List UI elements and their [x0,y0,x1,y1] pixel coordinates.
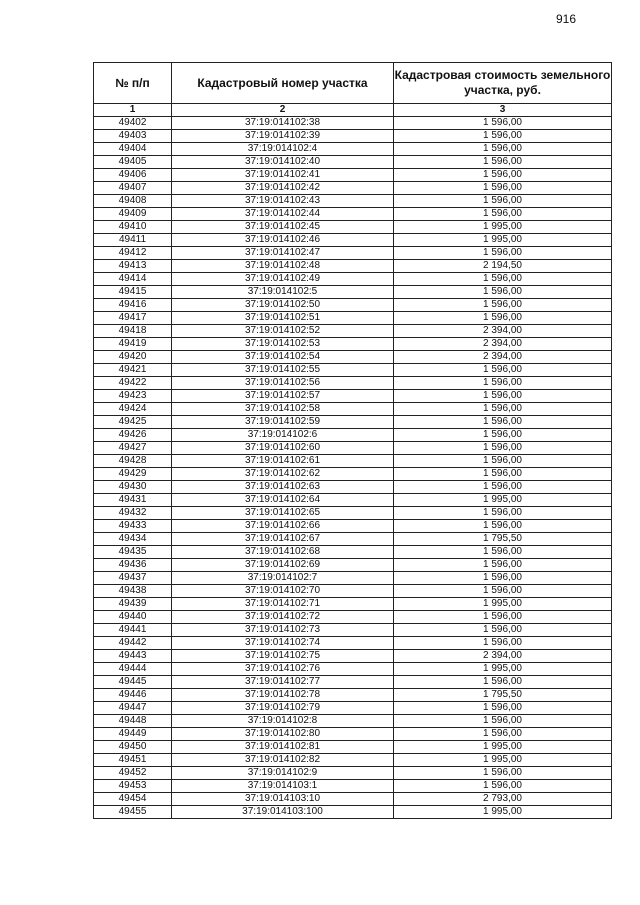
row-number-cell: 49443 [94,650,172,663]
row-number-cell: 49404 [94,143,172,156]
row-number-cell: 49439 [94,598,172,611]
table-row [94,650,612,663]
cadastral-value-cell: 1 596,00 [394,182,612,195]
header-cadastral-value: Кадастровая стоимость земельного участка, руб. [394,63,612,104]
cadastral-value-table [93,62,612,819]
row-number-cell: 49448 [94,715,172,728]
cadastral-number-cell: 37:19:014102:53 [172,338,394,351]
row-number-cell: 49425 [94,416,172,429]
header-row [94,63,612,104]
row-number-cell: 49446 [94,689,172,702]
table-row [94,676,612,689]
table-row [94,299,612,312]
cadastral-number-cell: 37:19:014102:81 [172,741,394,754]
cadastral-value-cell: 1 795,50 [394,533,612,546]
cadastral-number-cell: 37:19:014102:47 [172,247,394,260]
cadastral-number-cell: 37:19:014102:67 [172,533,394,546]
table-row [94,416,612,429]
table-row [94,689,612,702]
cadastral-number-cell: 37:19:014102:77 [172,676,394,689]
cadastral-value-cell: 1 596,00 [394,169,612,182]
table-row [94,130,612,143]
cadastral-number-cell: 37:19:014102:51 [172,312,394,325]
cadastral-number-cell: 37:19:014102:62 [172,468,394,481]
table-row [94,572,612,585]
table-row [94,312,612,325]
table-row [94,364,612,377]
row-number-cell: 49419 [94,338,172,351]
table-row [94,221,612,234]
cadastral-value-cell: 1 995,00 [394,221,612,234]
table-row [94,286,612,299]
table-row [94,494,612,507]
table-row [94,143,612,156]
cadastral-value-cell: 1 596,00 [394,624,612,637]
cadastral-number-cell: 37:19:014102:55 [172,364,394,377]
cadastral-value-cell: 1 596,00 [394,195,612,208]
cadastral-value-cell: 1 596,00 [394,507,612,520]
table-row [94,533,612,546]
row-number-cell: 49436 [94,559,172,572]
cadastral-value-cell: 1 995,00 [394,754,612,767]
table-row [94,507,612,520]
table-row [94,611,612,624]
table-row [94,156,612,169]
cadastral-number-cell: 37:19:014102:58 [172,403,394,416]
cadastral-value-cell: 2 394,00 [394,338,612,351]
cadastral-value-cell: 1 596,00 [394,481,612,494]
cadastral-number-cell: 37:19:014102:57 [172,390,394,403]
row-number-cell: 49438 [94,585,172,598]
cadastral-value-cell: 1 596,00 [394,559,612,572]
cadastral-number-cell: 37:19:014102:5 [172,286,394,299]
cadastral-value-cell: 1 596,00 [394,780,612,793]
table-row [94,260,612,273]
cadastral-number-cell: 37:19:014102:40 [172,156,394,169]
table-row [94,663,612,676]
row-number-cell: 49431 [94,494,172,507]
row-number-cell: 49409 [94,208,172,221]
table-row [94,247,612,260]
cadastral-number-cell: 37:19:014102:63 [172,481,394,494]
cadastral-number-cell: 37:19:014102:80 [172,728,394,741]
table-row [94,325,612,338]
table-row [94,806,612,819]
table-row [94,351,612,364]
cadastral-value-cell: 1 596,00 [394,637,612,650]
row-number-cell: 49426 [94,429,172,442]
row-number-cell: 49442 [94,637,172,650]
cadastral-number-cell: 37:19:014103:1 [172,780,394,793]
cadastral-number-cell: 37:19:014102:76 [172,663,394,676]
cadastral-value-cell: 1 596,00 [394,247,612,260]
row-number-cell: 49403 [94,130,172,143]
cadastral-value-cell: 1 596,00 [394,611,612,624]
cadastral-number-cell: 37:19:014103:100 [172,806,394,819]
table-row [94,754,612,767]
row-number-cell: 49422 [94,377,172,390]
row-number-cell: 49434 [94,533,172,546]
table-row [94,390,612,403]
cadastral-number-cell: 37:19:014102:65 [172,507,394,520]
cadastral-value-cell: 1 596,00 [394,520,612,533]
cadastral-number-cell: 37:19:014102:54 [172,351,394,364]
table-row [94,117,612,130]
row-number-cell: 49449 [94,728,172,741]
cadastral-value-cell: 1 596,00 [394,143,612,156]
cadastral-number-cell: 37:19:014102:41 [172,169,394,182]
cadastral-number-cell: 37:19:014102:64 [172,494,394,507]
row-number-cell: 49450 [94,741,172,754]
table-row [94,702,612,715]
cadastral-value-cell: 1 596,00 [394,585,612,598]
cadastral-value-cell: 1 995,00 [394,234,612,247]
cadastral-value-cell: 1 596,00 [394,299,612,312]
table-row [94,793,612,806]
cadastral-number-cell: 37:19:014102:79 [172,702,394,715]
cadastral-value-cell: 1 596,00 [394,468,612,481]
cadastral-value-cell: 2 394,00 [394,650,612,663]
table-row [94,585,612,598]
cadastral-value-cell: 2 793,00 [394,793,612,806]
cadastral-number-cell: 37:19:014102:52 [172,325,394,338]
page-number: 916 [556,12,577,26]
cadastral-value-cell: 1 596,00 [394,208,612,221]
cadastral-value-cell: 1 596,00 [394,715,612,728]
row-number-cell: 49430 [94,481,172,494]
row-number-cell: 49417 [94,312,172,325]
table-row [94,637,612,650]
column-number-3: 3 [394,104,612,117]
cadastral-number-cell: 37:19:014102:46 [172,234,394,247]
row-number-cell: 49447 [94,702,172,715]
row-number-cell: 49451 [94,754,172,767]
table-row [94,455,612,468]
cadastral-value-cell: 1 596,00 [394,767,612,780]
cadastral-value-cell: 1 995,00 [394,494,612,507]
cadastral-number-cell: 37:19:014102:38 [172,117,394,130]
row-number-cell: 49452 [94,767,172,780]
cadastral-number-cell: 37:19:014102:6 [172,429,394,442]
row-number-cell: 49414 [94,273,172,286]
row-number-cell: 49441 [94,624,172,637]
table-row [94,442,612,455]
cadastral-value-cell: 1 596,00 [394,546,612,559]
row-number-cell: 49454 [94,793,172,806]
table-row [94,520,612,533]
cadastral-value-cell: 1 596,00 [394,156,612,169]
table-row [94,429,612,442]
row-number-cell: 49432 [94,507,172,520]
cadastral-value-cell: 1 596,00 [394,429,612,442]
table-row [94,234,612,247]
row-number-cell: 49455 [94,806,172,819]
cadastral-value-cell: 1 596,00 [394,377,612,390]
row-number-cell: 49420 [94,351,172,364]
cadastral-value-cell: 1 596,00 [394,572,612,585]
cadastral-value-cell: 1 596,00 [394,273,612,286]
cadastral-value-cell: 1 596,00 [394,455,612,468]
cadastral-value-cell: 1 596,00 [394,117,612,130]
cadastral-value-cell: 2 394,00 [394,325,612,338]
row-number-cell: 49411 [94,234,172,247]
row-number-cell: 49428 [94,455,172,468]
cadastral-number-cell: 37:19:014102:71 [172,598,394,611]
cadastral-value-cell: 1 596,00 [394,442,612,455]
table-row [94,195,612,208]
table-row [94,780,612,793]
table-row [94,338,612,351]
header-row-number: № п/п [94,63,172,104]
row-number-cell: 49407 [94,182,172,195]
table-row [94,169,612,182]
row-number-cell: 49429 [94,468,172,481]
row-number-cell: 49408 [94,195,172,208]
cadastral-number-cell: 37:19:014102:60 [172,442,394,455]
table-row [94,559,612,572]
cadastral-number-cell: 37:19:014102:50 [172,299,394,312]
row-number-cell: 49424 [94,403,172,416]
row-number-cell: 49410 [94,221,172,234]
cadastral-number-cell: 37:19:014102:68 [172,546,394,559]
cadastral-number-cell: 37:19:014102:78 [172,689,394,702]
cadastral-number-cell: 37:19:014102:44 [172,208,394,221]
cadastral-number-cell: 37:19:014103:10 [172,793,394,806]
cadastral-number-cell: 37:19:014102:4 [172,143,394,156]
row-number-cell: 49435 [94,546,172,559]
row-number-cell: 49437 [94,572,172,585]
row-number-cell: 49427 [94,442,172,455]
cadastral-value-cell: 1 995,00 [394,806,612,819]
row-number-cell: 49445 [94,676,172,689]
cadastral-value-cell: 1 596,00 [394,312,612,325]
cadastral-number-cell: 37:19:014102:72 [172,611,394,624]
cadastral-value-cell: 1 596,00 [394,286,612,299]
cadastral-value-cell: 2 394,00 [394,351,612,364]
cadastral-value-cell: 1 596,00 [394,728,612,741]
cadastral-number-cell: 37:19:014102:43 [172,195,394,208]
cadastral-value-cell: 1 596,00 [394,702,612,715]
cadastral-number-cell: 37:19:014102:74 [172,637,394,650]
cadastral-number-cell: 37:19:014102:59 [172,416,394,429]
column-number-1: 1 [94,104,172,117]
row-number-cell: 49402 [94,117,172,130]
table-row [94,182,612,195]
cadastral-value-cell: 1 596,00 [394,390,612,403]
cadastral-value-cell: 1 596,00 [394,364,612,377]
cadastral-value-cell: 1 795,50 [394,689,612,702]
cadastral-number-cell: 37:19:014102:56 [172,377,394,390]
table-row [94,598,612,611]
table-row [94,403,612,416]
cadastral-number-cell: 37:19:014102:48 [172,260,394,273]
cadastral-number-cell: 37:19:014102:61 [172,455,394,468]
cadastral-number-cell: 37:19:014102:8 [172,715,394,728]
table-row [94,273,612,286]
row-number-cell: 49415 [94,286,172,299]
cadastral-value-cell: 1 995,00 [394,663,612,676]
table-row [94,624,612,637]
cadastral-number-cell: 37:19:014102:82 [172,754,394,767]
cadastral-value-cell: 1 596,00 [394,403,612,416]
cadastral-number-cell: 37:19:014102:69 [172,559,394,572]
cadastral-number-cell: 37:19:014102:75 [172,650,394,663]
cadastral-value-cell: 1 596,00 [394,130,612,143]
cadastral-number-cell: 37:19:014102:73 [172,624,394,637]
cadastral-number-cell: 37:19:014102:39 [172,130,394,143]
row-number-cell: 49413 [94,260,172,273]
row-number-cell: 49453 [94,780,172,793]
cadastral-value-cell: 1 995,00 [394,598,612,611]
table-row [94,377,612,390]
row-number-cell: 49444 [94,663,172,676]
table-row [94,728,612,741]
row-number-cell: 49433 [94,520,172,533]
table-row [94,468,612,481]
table-row [94,546,612,559]
row-number-cell: 49405 [94,156,172,169]
cadastral-value-cell: 1 995,00 [394,741,612,754]
table-row [94,767,612,780]
column-number-2: 2 [172,104,394,117]
table-row [94,481,612,494]
table-row [94,715,612,728]
cadastral-number-cell: 37:19:014102:7 [172,572,394,585]
cadastral-number-cell: 37:19:014102:66 [172,520,394,533]
cadastral-number-cell: 37:19:014102:42 [172,182,394,195]
row-number-cell: 49416 [94,299,172,312]
cadastral-value-cell: 1 596,00 [394,416,612,429]
cadastral-number-cell: 37:19:014102:45 [172,221,394,234]
row-number-cell: 49421 [94,364,172,377]
row-number-cell: 49406 [94,169,172,182]
row-number-cell: 49412 [94,247,172,260]
table-row [94,741,612,754]
cadastral-number-cell: 37:19:014102:70 [172,585,394,598]
cadastral-value-cell: 2 194,50 [394,260,612,273]
row-number-cell: 49418 [94,325,172,338]
cadastral-value-cell: 1 596,00 [394,676,612,689]
row-number-cell: 49440 [94,611,172,624]
header-cadastral-number: Кадастровый номер участка [172,63,394,104]
cadastral-number-cell: 37:19:014102:9 [172,767,394,780]
column-number-row [94,104,612,117]
row-number-cell: 49423 [94,390,172,403]
cadastral-number-cell: 37:19:014102:49 [172,273,394,286]
table-row [94,208,612,221]
